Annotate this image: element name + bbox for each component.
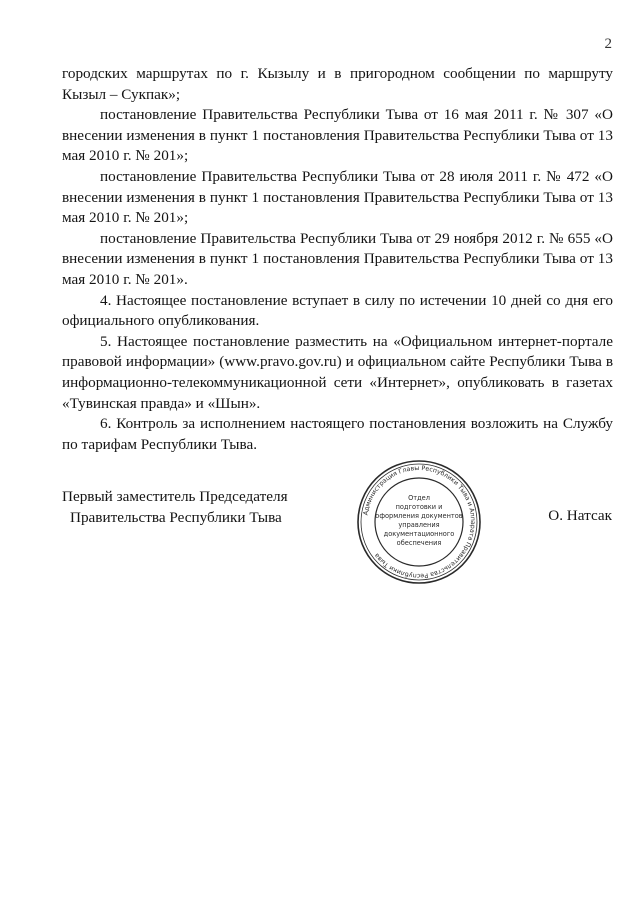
paragraph: 4. Настоящее постановление вступает в силу по истечении 10 дней со дня его официального опубликования. bbox=[62, 291, 613, 330]
position-line: Правительства Республики Тыва bbox=[70, 508, 282, 526]
paragraph: городских маршрутах по г. Кызылу и в пригородном сообщении по маршруту Кызыл – Сукпак»; bbox=[62, 65, 613, 103]
paragraph: постановление Правительства Республики Тыва от 29 ноября 2012 г. № 655 «О внесении изменения в пункт 1 постановления Правительства Республики Тыва от 13 мая 2010 г. № 201». bbox=[62, 229, 613, 288]
seal-outer-text: Администрация Главы Республики Тыва и Аппарата Правительства Республики Тыва bbox=[362, 464, 477, 580]
seal-inner-line: документационного bbox=[383, 530, 455, 538]
paragraph: 6. Контроль за исполнением настоящего постановления возложить на Службу по тарифам Республики Тыва. bbox=[62, 415, 613, 453]
seal-inner-line: подготовки и bbox=[395, 503, 443, 511]
seal-inner-line: оформления документов bbox=[375, 512, 463, 520]
official-seal bbox=[355, 458, 483, 586]
paragraph: постановление Правительства Республики Тыва от 28 июля 2011 г. № 472 «О внесении изменения в пункт 1 постановления Правительства Республики Тыва от 13 мая 2010 г. № 201»; bbox=[62, 167, 613, 227]
paragraph: постановление Правительства Республики Тыва от 16 мая 2011 г. № 307 «О внесении изменения в пункт 1 постановления Правительства Республики Тыва от 13 мая 2010 г. № 201»; bbox=[62, 106, 613, 165]
page-number: 2 bbox=[604, 36, 612, 52]
seal-inner-line: Отдел bbox=[408, 494, 430, 502]
body-text bbox=[62, 64, 613, 455]
seal-inner-line: управления bbox=[398, 521, 440, 529]
signatory-position bbox=[62, 487, 288, 528]
signatory-name: О. Натсак bbox=[548, 507, 612, 524]
position-line: Первый заместитель Председателя bbox=[62, 488, 288, 505]
seal-inner-line: обеспечения bbox=[396, 539, 442, 547]
paragraph: 5. Настоящее постановление разместить на «Официальном интернет-портале правовой информации» (www.pravo.gov.ru) и официальном сайте Республики Тыва в информационно-телекоммуникационной сети «Интернет», опубликовать в газетах «Тувинская правда» и «Шын». bbox=[62, 332, 613, 412]
